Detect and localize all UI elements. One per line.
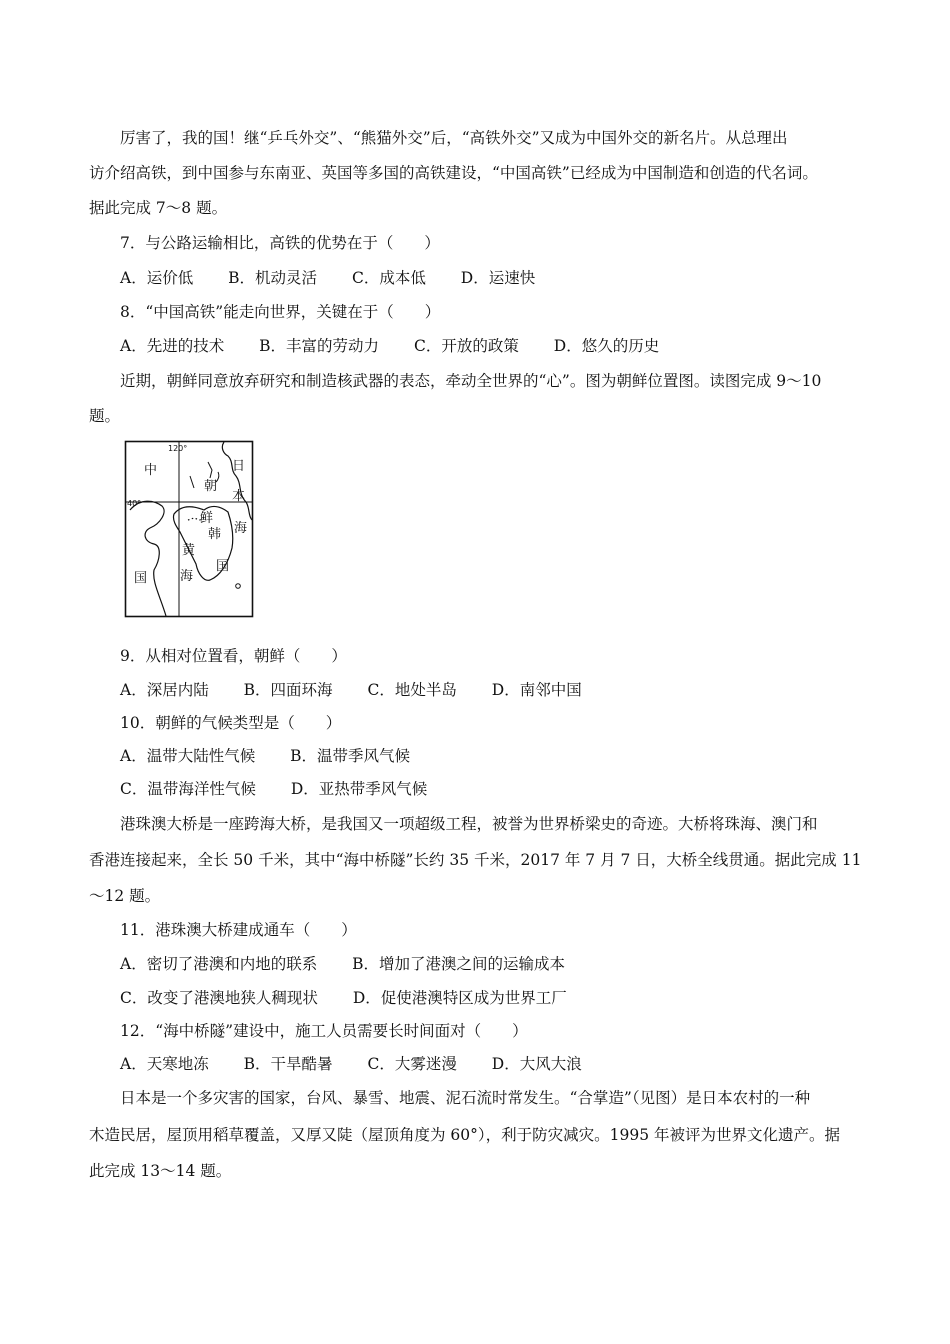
q10-option-c: C．温带海洋性气候 xyxy=(120,780,256,798)
japan-coastline xyxy=(222,442,252,520)
q12-option-b: B．干旱酷暑 xyxy=(243,1055,333,1073)
label-japan-2: 本 xyxy=(232,489,246,504)
q10-option-b: B．温带季风气候 xyxy=(290,747,411,765)
question-10-options-row2 xyxy=(120,779,457,799)
question-12-stem: 12．“海中桥隧”建设中，施工人员需要长时间面对（ ） xyxy=(120,1022,528,1040)
q7-option-c: C．成本低 xyxy=(351,269,426,287)
q8-option-b: B．丰富的劳动力 xyxy=(259,337,380,355)
passage4-line1: 日本是一个多灾害的国家，台风、暴雪、地震、泥石流时常发生。“合掌造”（见图）是日本农村的一种 xyxy=(120,1089,811,1107)
latitude-label: 40° xyxy=(127,499,142,508)
label-china-1: 中 xyxy=(144,463,158,478)
question-11-options-row1 xyxy=(120,954,595,974)
china-coastline xyxy=(130,501,166,616)
passage3-line2: 香港连接起来，全长 50 千米，其中“海中桥隧”长约 35 千米，2017 年 7 月 7 日，大桥全线贯通。据此完成 11 xyxy=(89,851,862,869)
q11-option-a: A．密切了港澳和内地的联系 xyxy=(120,955,318,973)
q12-option-a: A．天寒地冻 xyxy=(120,1055,209,1073)
label-yellow-sea-1: 黄 xyxy=(182,543,196,558)
label-japan-1: 日 xyxy=(232,459,246,474)
passage1-line2: 访介绍高铁，到中国参与东南亚、英国等多国的高铁建设，“中国高铁”已经成为中国制造和创造的代名词。 xyxy=(89,164,818,182)
question-10-options-row1 xyxy=(120,746,440,766)
label-sea-of-japan: 海 xyxy=(234,521,248,536)
passage2-line1: 近期，朝鲜同意放弃研究和制造核武器的表态，牵动全世界的“心”。图为朝鲜位置图。读图完成 9～10 xyxy=(120,372,822,390)
question-8-options xyxy=(120,336,689,356)
q12-option-d: D．大风大浪 xyxy=(491,1055,582,1073)
question-12-options xyxy=(120,1054,612,1074)
label-china-2: 国 xyxy=(134,571,148,586)
passage1-line3: 据此完成 7～8 题。 xyxy=(89,199,228,217)
korea-location-map xyxy=(124,440,254,618)
label-south-korea-2: 国 xyxy=(216,559,230,574)
q7-option-d: D．运速快 xyxy=(460,269,536,287)
q7-option-a: A．运价低 xyxy=(120,269,194,287)
q7-option-b: B．机动灵活 xyxy=(228,269,318,287)
question-7-options xyxy=(120,268,565,288)
q8-option-d: D．悠久的历史 xyxy=(553,337,660,355)
q11-option-d: D．促使港澳特区成为世界工厂 xyxy=(352,989,567,1007)
island-mark xyxy=(236,584,241,589)
q10-option-d: D．亚热带季风气候 xyxy=(290,780,428,798)
label-south-korea-1: 韩 xyxy=(208,527,222,542)
passage4-line3: 此完成 13～14 题。 xyxy=(89,1162,232,1180)
question-10-stem: 10．朝鲜的气候类型是（ ） xyxy=(120,714,342,732)
q9-option-a: A．深居内陆 xyxy=(120,681,209,699)
q9-option-b: B．四面环海 xyxy=(243,681,333,699)
question-8-stem: 8．“中国高铁”能走向世界，关键在于（ ） xyxy=(120,303,441,321)
q10-option-a: A．温带大陆性气候 xyxy=(120,747,256,765)
question-9-options xyxy=(120,680,612,700)
passage1-line1: 厉害了，我的国！继“乒乓外交”、“熊猫外交”后，“高铁外交”又成为中国外交的新名片。从总理出 xyxy=(120,129,788,147)
q12-option-c: C．大雾迷漫 xyxy=(367,1055,457,1073)
passage3-line1: 港珠澳大桥是一座跨海大桥，是我国又一项超级工程，被誉为世界桥梁史的奇迹。大桥将珠海、澳门和 xyxy=(120,815,818,833)
river-mark-2 xyxy=(190,476,194,488)
q8-option-a: A．先进的技术 xyxy=(120,337,225,355)
label-north-korea-2: 鲜 xyxy=(200,511,214,526)
river-mark xyxy=(208,462,212,478)
q8-option-c: C．开放的政策 xyxy=(413,337,519,355)
longitude-label: 120° xyxy=(168,444,188,453)
label-yellow-sea-2: 海 xyxy=(180,569,194,584)
question-11-options-row2 xyxy=(120,988,597,1008)
q9-option-d: D．南邻中国 xyxy=(491,681,582,699)
question-7-stem: 7．与公路运输相比，高铁的优势在于（ ） xyxy=(120,234,440,252)
q11-option-b: B．增加了港澳之间的运输成本 xyxy=(352,955,566,973)
q9-option-c: C．地处半岛 xyxy=(367,681,457,699)
passage2-line2: 题。 xyxy=(89,407,121,425)
passage4-line2: 木造民居，屋顶用稻草覆盖，又厚又陡（屋顶角度为 60°），利于防灾减灾。1995 年被评为世界文化遗产。据 xyxy=(89,1126,841,1144)
question-9-stem: 9．从相对位置看，朝鲜（ ） xyxy=(120,647,347,665)
q11-option-c: C．改变了港澳地狭人稠现状 xyxy=(120,989,318,1007)
label-north-korea-1: 朝 xyxy=(204,479,218,494)
question-11-stem: 11．港珠澳大桥建成通车（ ） xyxy=(120,921,357,939)
passage3-line3: ～12 题。 xyxy=(89,887,161,905)
